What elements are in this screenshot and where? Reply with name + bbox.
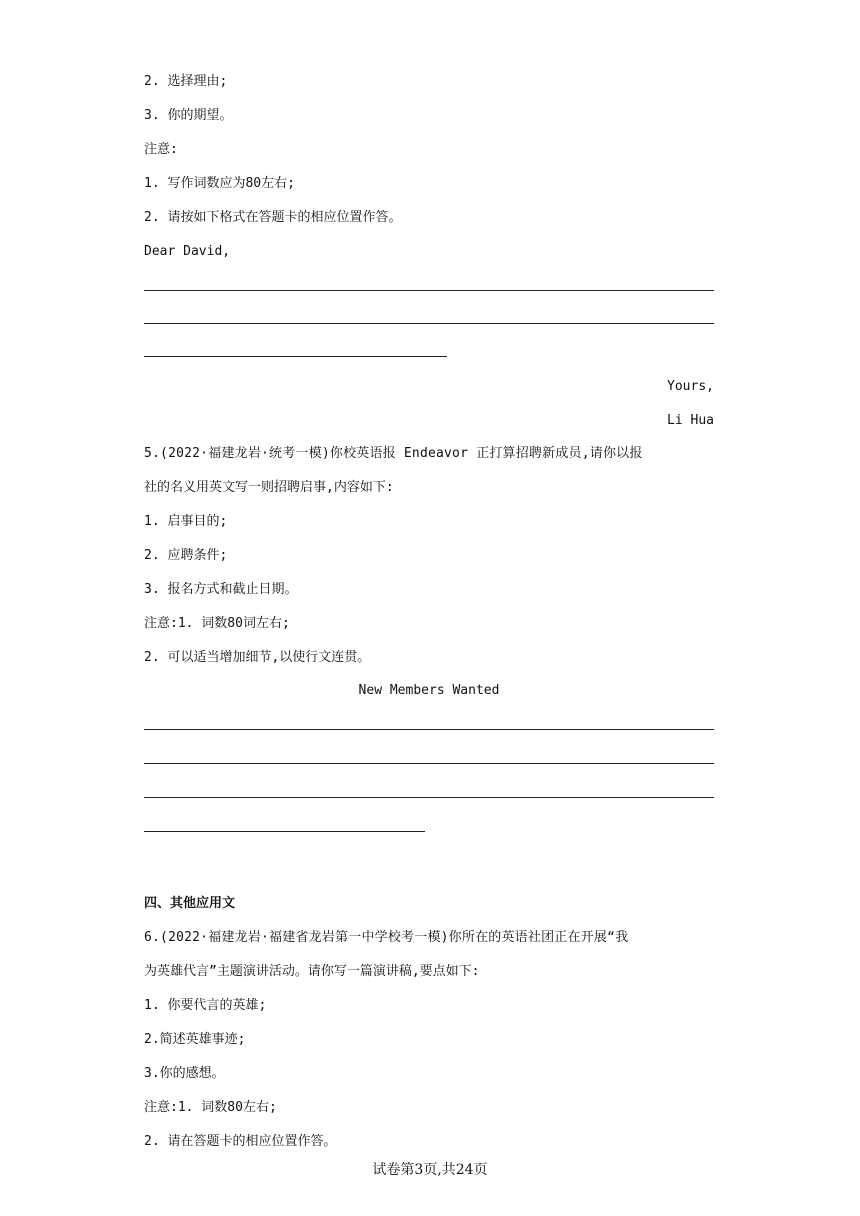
note-item: 2. 请在答题卡的相应位置作答。 xyxy=(144,1134,337,1149)
list-item: 3.你的感想。 xyxy=(144,1066,225,1081)
question-6-prompt-line2: 为英雄代言”主题演讲活动。请你写一篇演讲稿,要点如下: xyxy=(144,964,480,979)
note-label: 注意: xyxy=(144,142,178,157)
answer-blank-line xyxy=(144,356,447,357)
answer-blank-line xyxy=(144,797,714,798)
notice-title: New Members Wanted xyxy=(358,683,500,698)
answer-blank-line xyxy=(144,290,714,291)
list-item: 2. 应聘条件; xyxy=(144,548,228,563)
question-5-prompt-line2: 社的名义用英文写一则招聘启事,内容如下: xyxy=(144,480,394,495)
list-item: 3. 报名方式和截止日期。 xyxy=(144,582,298,597)
note-item: 注意:1. 词数80词左右; xyxy=(144,616,290,631)
answer-blank-line xyxy=(144,729,714,730)
list-item: 2.简述英雄事迹; xyxy=(144,1032,246,1047)
page-footer: 试卷第3页,共24页 xyxy=(372,1162,488,1178)
question-5-prompt-line1: 5.(2022·福建龙岩·统考一模)你校英语报 Endeavor 正打算招聘新成员,请你以报 xyxy=(144,446,643,461)
letter-signature: Li Hua xyxy=(667,413,714,428)
letter-closing: Yours, xyxy=(667,379,714,394)
question-6-prompt-line1: 6.(2022·福建龙岩·福建省龙岩第一中学校考一模)你所在的英语社团正在开展“我 xyxy=(144,930,629,945)
note-item: 2. 可以适当增加细节,以使行文连贯。 xyxy=(144,650,371,665)
section-heading: 四、其他应用文 xyxy=(144,896,236,911)
list-item: 1. 你要代言的英雄; xyxy=(144,998,267,1013)
note-item: 注意:1. 词数80左右; xyxy=(144,1100,277,1115)
list-item: 1. 启事目的; xyxy=(144,514,228,529)
list-item: 3. 你的期望。 xyxy=(144,108,233,123)
note-item: 1. 写作词数应为80左右; xyxy=(144,176,295,191)
list-item: 2. 选择理由; xyxy=(144,74,228,89)
answer-blank-line xyxy=(144,323,714,324)
note-item: 2. 请按如下格式在答题卡的相应位置作答。 xyxy=(144,210,402,225)
answer-blank-line xyxy=(144,831,425,832)
letter-salutation: Dear David, xyxy=(144,244,231,259)
answer-blank-line xyxy=(144,763,714,764)
